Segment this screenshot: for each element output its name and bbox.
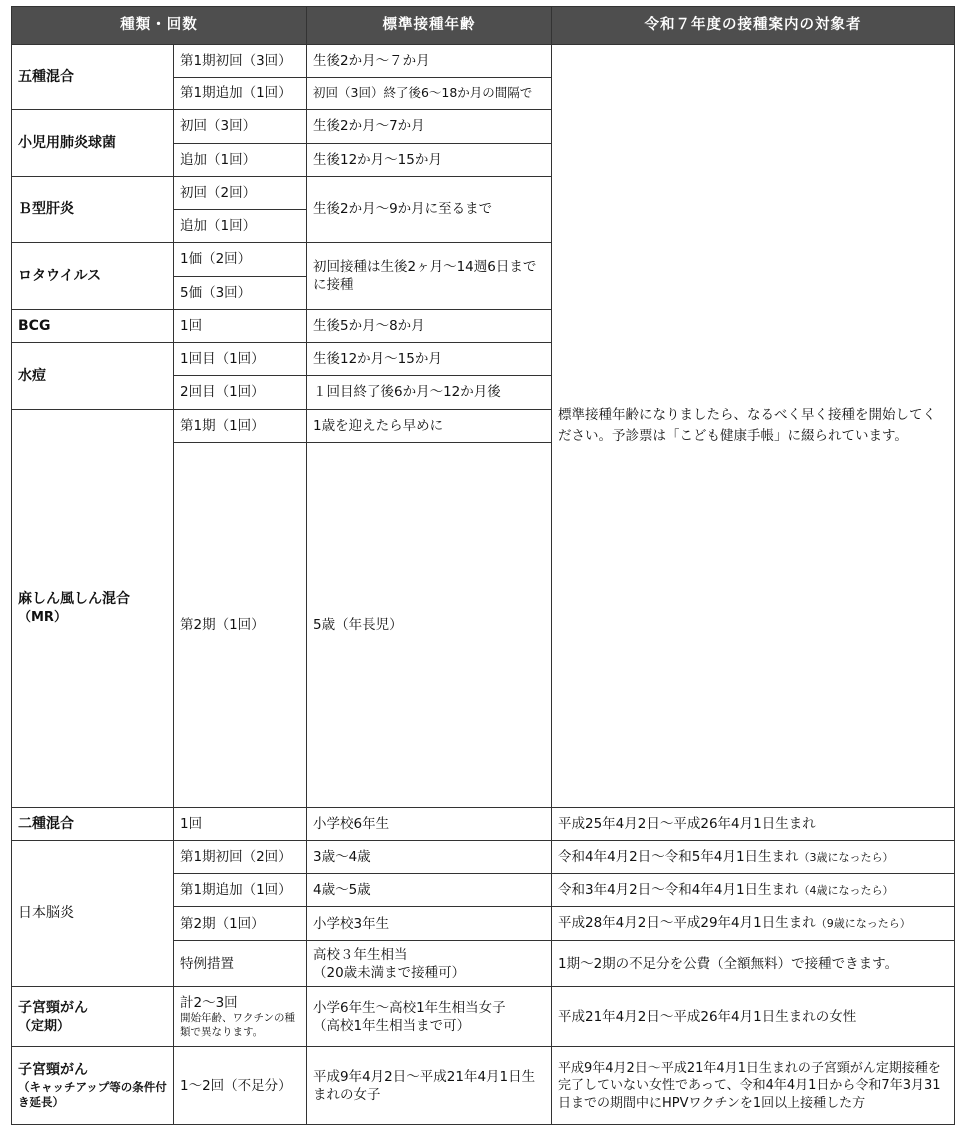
vaccine-name-sub: （MR） (18, 610, 67, 626)
dose-cell: 追加（1回） (174, 144, 307, 177)
target-text: 令和4年4月2日～令和5年4月1日生まれ (558, 849, 799, 866)
vaccine-name-sub: （定期） (18, 1018, 71, 1034)
dose-cell: 2回目（1回） (174, 376, 307, 410)
age-cell: 初回（3回）終了後6～18か月の間隔で (307, 78, 552, 110)
dose-cell: 第1期初回（3回） (174, 45, 307, 78)
target-cell (552, 841, 955, 874)
target-cell (552, 907, 955, 941)
dose-cell: 1回 (174, 310, 307, 343)
age-text: 小学6年生～高校1年生相当女子 (313, 999, 506, 1016)
target-cell: 平成9年4月2日～平成21年4月1日生まれの子宮頸がん定期接種を完了していない女性であって、令和4年4月1日から令和7年3月31日までの期間中にHPVワクチンを1回以上接種した方 (552, 1047, 955, 1125)
target-note: （3歳になったら） (798, 851, 894, 865)
dose-cell: 1回目（1回） (174, 343, 307, 376)
dose-cell: 第1期初回（2回） (174, 841, 307, 874)
target-note: （9歳になったら） (815, 917, 911, 931)
vaccine-name (12, 410, 174, 808)
target-text: 令和3年4月2日～令和4年4月1日生まれ (558, 882, 799, 899)
dose-cell: 1価（2回） (174, 243, 307, 277)
age-cell: 生後2か月～9か月に至るまで (307, 177, 552, 243)
table-row (12, 1047, 955, 1125)
header-age: 標準接種年齢 (307, 7, 552, 45)
dose-cell: 第2期（1回） (174, 443, 307, 808)
age-cell: 小学校6年生 (307, 808, 552, 841)
age-cell: 3歳～4歳 (307, 841, 552, 874)
vaccine-name: ロタウイルス (12, 243, 174, 310)
vaccine-name (12, 987, 174, 1047)
age-cell: 生後12か月～15か月 (307, 144, 552, 177)
age-cell: 初回接種は生後2ヶ月～14週6日までに接種 (307, 243, 552, 310)
vaccination-schedule-table (11, 6, 955, 1125)
vaccine-name: 水痘 (12, 343, 174, 410)
target-cell: 平成21年4月2日～平成26年4月1日生まれの女性 (552, 987, 955, 1047)
age-cell (307, 941, 552, 987)
age-cell: １回目終了後6か月～12か月後 (307, 376, 552, 410)
dose-cell: 5価（3回） (174, 277, 307, 310)
vaccine-name-sub: （キャッチアップ等の条件付き延長） (18, 1079, 167, 1110)
dose-note: 開始年齢、ワクチンの種類で異なります。 (180, 1012, 295, 1038)
vaccine-name-main: 麻しん風しん混合 (18, 591, 130, 608)
target-text: 平成28年4月2日～平成29年4月1日生まれ (558, 915, 816, 932)
vaccine-name: 五種混合 (12, 45, 174, 110)
age-note: （高校1年生相当まで可） (313, 1017, 471, 1034)
header-type: 種類・回数 (12, 7, 307, 45)
dose-cell (174, 987, 307, 1047)
age-cell: 1歳を迎えたら早めに (307, 410, 552, 443)
header-row (12, 7, 955, 45)
vaccine-name (12, 1047, 174, 1125)
table-row (12, 45, 955, 78)
age-cell: 生後12か月～15か月 (307, 343, 552, 376)
age-cell: 生後2か月～7か月 (307, 110, 552, 144)
target-note: （4歳になったら） (798, 884, 894, 898)
table-row (12, 841, 955, 874)
target-cell: 平成25年4月2日～平成26年4月1日生まれ (552, 808, 955, 841)
age-cell: 生後5か月～8か月 (307, 310, 552, 343)
header-target: 令和７年度の接種案内の対象者 (552, 7, 955, 45)
dose-cell: 第2期（1回） (174, 907, 307, 941)
dose-cell: 1回 (174, 808, 307, 841)
age-cell: 生後2か月～７か月 (307, 45, 552, 78)
dose-cell: 第1期（1回） (174, 410, 307, 443)
dose-cell: 追加（1回） (174, 210, 307, 243)
age-text: 高校３年生相当 (313, 946, 408, 963)
dose-cell: 1～2回（不足分） (174, 1047, 307, 1125)
vaccine-name-main: 子宮頸がん (18, 999, 88, 1016)
vaccine-name: Ｂ型肝炎 (12, 177, 174, 243)
shared-target-note: 標準接種年齢になりましたら、なるべく早く接種を開始してください。予診票は「こども健康手帳」に綴られています。 (552, 45, 955, 808)
target-cell: 1期～2期の不足分を公費（全額無料）で接種できます。 (552, 941, 955, 987)
vaccine-name: 日本脳炎 (12, 841, 174, 987)
vaccine-name: 小児用肺炎球菌 (12, 110, 174, 177)
dose-cell: 初回（3回） (174, 110, 307, 144)
vaccine-name: BCG (12, 310, 174, 343)
table-row (12, 808, 955, 841)
table-row (12, 987, 955, 1047)
dose-cell: 第1期追加（1回） (174, 874, 307, 907)
vaccine-name-main: 子宮頸がん (18, 1061, 88, 1078)
target-cell (552, 874, 955, 907)
dose-text: 計2～3回 (180, 995, 238, 1012)
vaccine-name: 二種混合 (12, 808, 174, 841)
age-cell: 小学校3年生 (307, 907, 552, 941)
age-cell (307, 987, 552, 1047)
dose-cell: 第1期追加（1回） (174, 78, 307, 110)
age-note: （20歳未満まで接種可） (313, 964, 466, 981)
age-cell: 4歳～5歳 (307, 874, 552, 907)
dose-cell: 特例措置 (174, 941, 307, 987)
age-cell: 5歳（年長児） (307, 443, 552, 808)
dose-cell: 初回（2回） (174, 177, 307, 210)
age-cell: 平成9年4月2日～平成21年4月1日生まれの女子 (307, 1047, 552, 1125)
